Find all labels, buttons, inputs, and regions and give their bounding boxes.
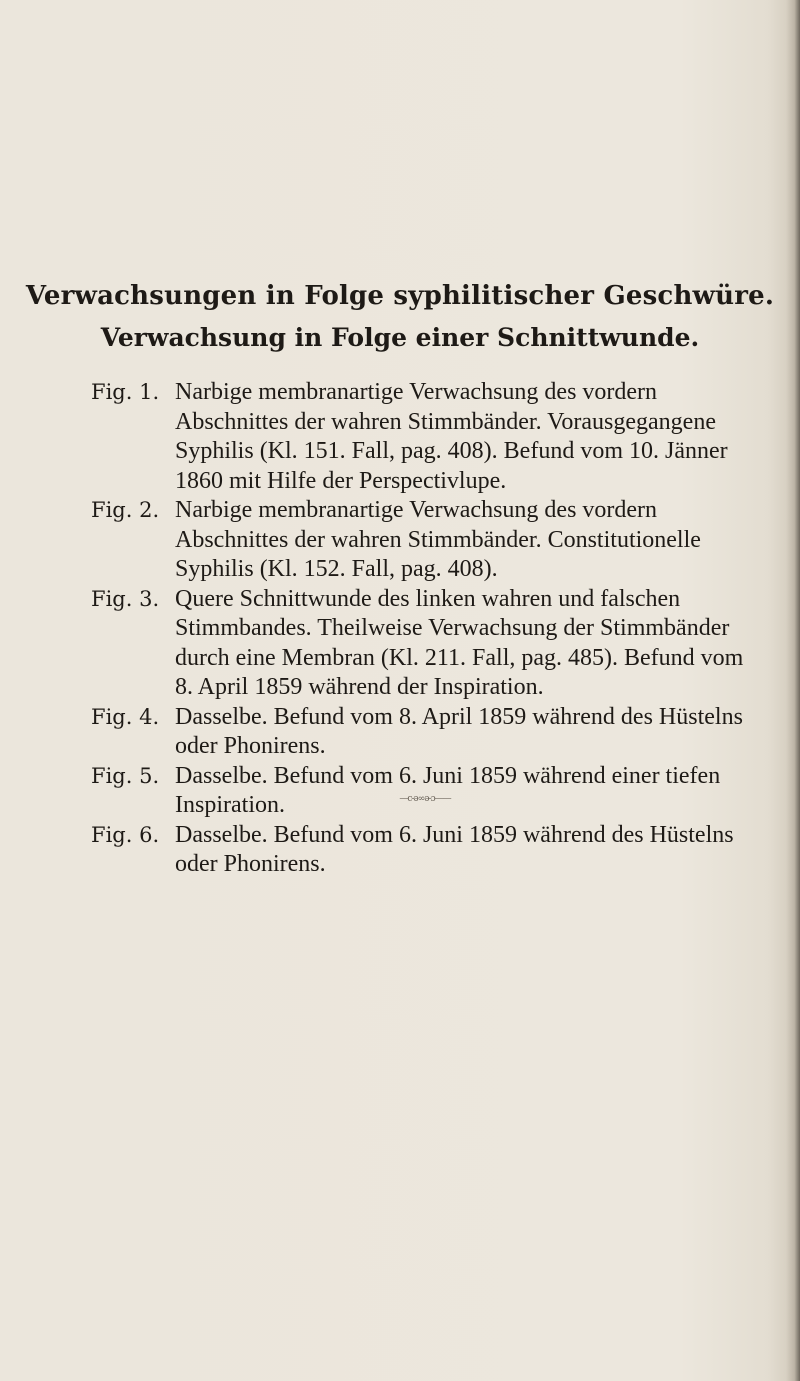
figure-caption: Quere Schnittwunde des linken wahren und falschen Stimmbandes. Theilweise Verwachsung der Stimmbänder durch eine Membran (Kl. 211. Fall, pag. 485). Befund vom 8. April 1859 während der Inspiration. [175, 585, 744, 700]
figure-entry [91, 821, 751, 880]
figure-caption: Dasselbe. Befund vom 6. Juni 1859 während des Hüstelns oder Phonirens. [175, 821, 734, 877]
figure-entry [91, 496, 751, 585]
figure-label: Fig. 5. [91, 763, 160, 788]
figure-entry [91, 378, 751, 496]
figure-caption: Dasselbe. Befund vom 6. Juni 1859 während einer tiefen Inspiration. [175, 762, 721, 818]
figure-entry [91, 585, 751, 703]
figure-label: Fig. 6. [91, 822, 160, 847]
page-edge-shadow [786, 0, 800, 1381]
page-subtitle: Verwachsung in Folge einer Schnittwunde. [100, 323, 700, 352]
figure-entry [91, 703, 751, 762]
page-title: Verwachsungen in Folge syphilitischer Geschwüre. [25, 281, 775, 311]
figure-label: Fig. 3. [91, 586, 160, 611]
figure-caption: Narbige membranartige Verwachsung des vordern Abschnittes der wahren Stimmbänder. Constitutionelle Syphilis (Kl. 152. Fall, pag. 408). [175, 497, 701, 582]
figure-list [91, 378, 751, 880]
figure-label: Fig. 4. [91, 704, 160, 729]
figure-entry [91, 762, 751, 821]
figure-caption: Narbige membranartige Verwachsung des vordern Abschnittes der wahren Stimmbänder. Vorausgegangene Syphilis (Kl. 151. Fall, pag. 408). Befund vom 10. Jänner 1860 mit Hilfe der Perspectivlupe. [175, 379, 728, 494]
figure-label: Fig. 2. [91, 498, 160, 522]
figure-caption: Dasselbe. Befund vom 8. April 1859 während des Hüstelns oder Phonirens. [175, 703, 743, 759]
end-ornament: —c-ə∞ə-ɔ—— [399, 794, 451, 804]
figure-label: Fig. 1. [91, 380, 160, 404]
